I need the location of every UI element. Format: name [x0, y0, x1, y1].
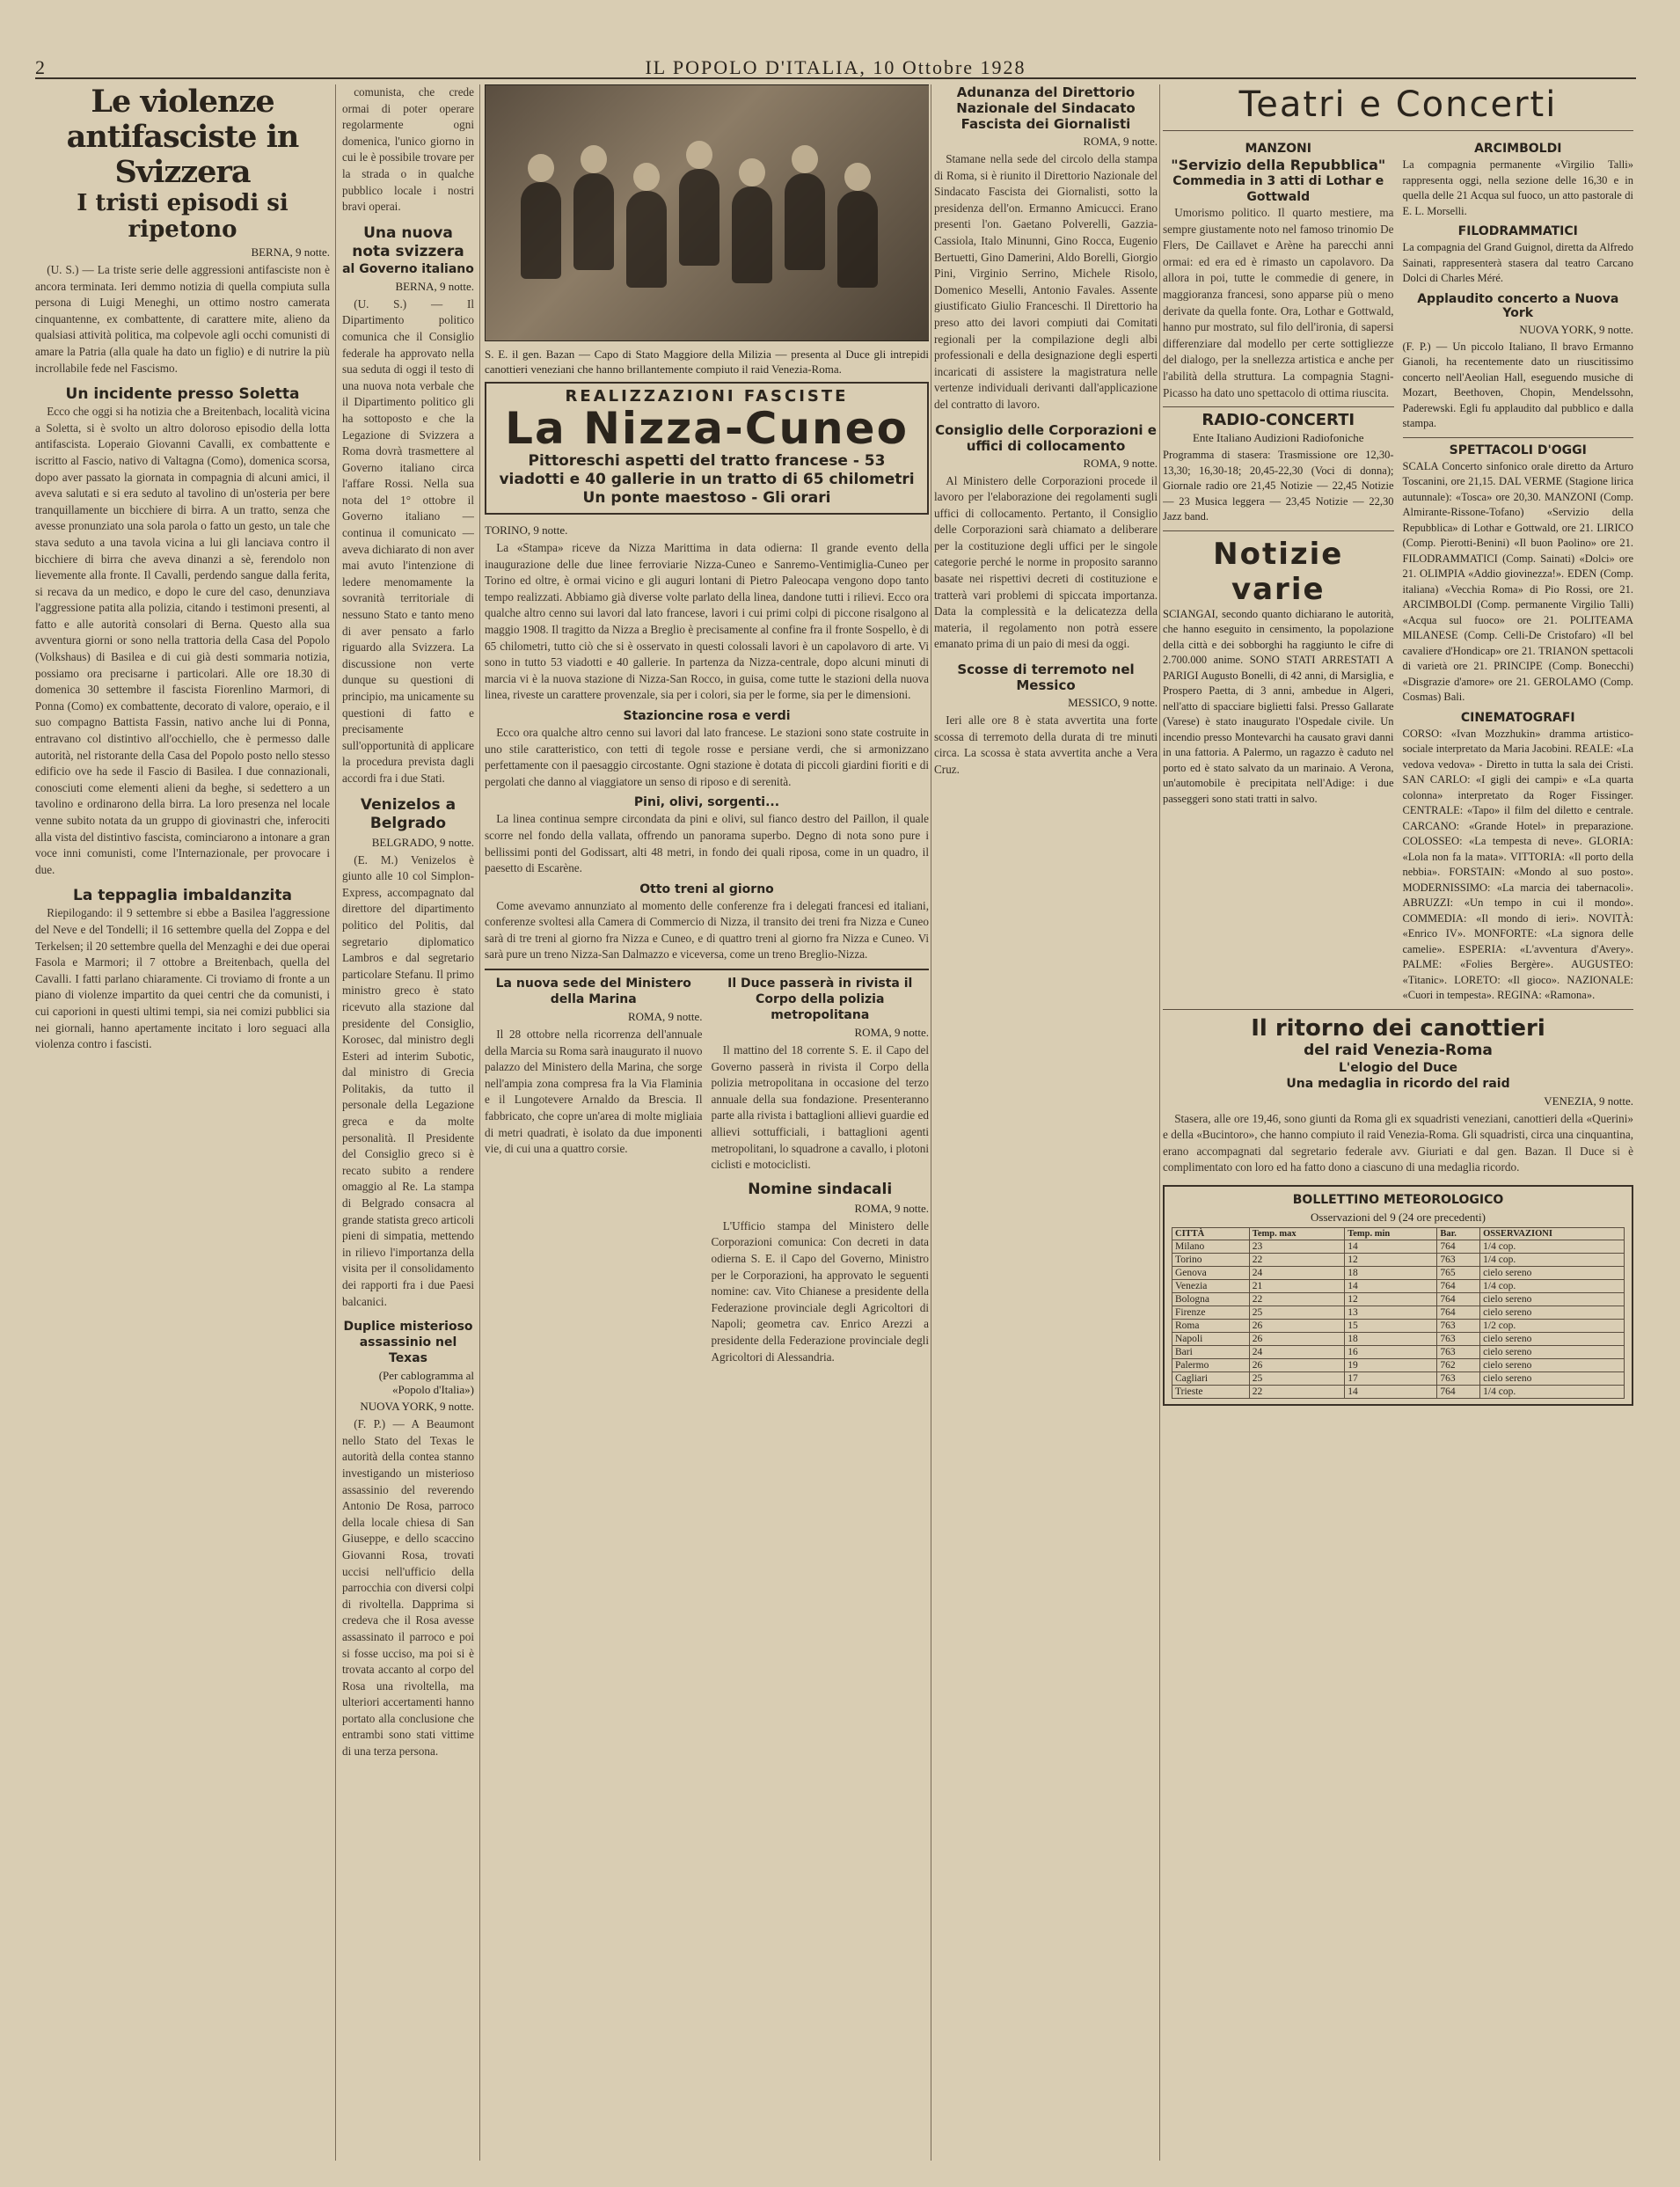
- weather-cell: cielo sereno: [1480, 1345, 1625, 1358]
- weather-row: [1172, 1319, 1625, 1332]
- listing: (F. P.) — Un piccolo Italiano, Il bravo Ermanno Gianoli, ha recentemente dato un riuscitissimo concerto nell'Aeolian Hall, eseguendo musiche di Mozart, Beethoven, Chopin, Mendelssohn, Paderewski. Egli fu applaudito dal pubblico e dalla stampa.: [1402, 340, 1633, 429]
- section-heading: Applaudito concerto a Nuova York: [1417, 291, 1619, 320]
- article-soletta: [35, 385, 330, 878]
- weather-cell: 26: [1249, 1332, 1344, 1345]
- article-terremoto: [934, 662, 1158, 778]
- weather-cell: 14: [1345, 1240, 1437, 1253]
- subheadline: L'elogio del Duce: [1338, 1060, 1457, 1075]
- weather-row: [1172, 1240, 1625, 1253]
- headline: La teppaglia imbaldanzita: [73, 887, 292, 905]
- weather-cell: 25: [1249, 1371, 1344, 1385]
- subheading: Pini, olivi, sorgenti...: [633, 795, 780, 810]
- weather-cell: 24: [1249, 1345, 1344, 1358]
- weather-title: BOLLETTINO METEOROLOGICO: [1292, 1192, 1504, 1207]
- weather-cell: 18: [1345, 1266, 1437, 1279]
- article-body: La «Stampa» riceve da Nizza Marittima in data odierna: Il grande evento della inaugurazione delle due linee ferroviarie Nizza-Cuneo e Sanremo-Ventimiglia-Cuneo per Torino ed oltre, è ormai vicino e gli auguri lontani di Pietro Paleocapa vengono dopo tanto tempo realizzati. Abbiamo già diverse volte parlato della linea, dandone tutti i rilievi. Ecco ora qualche altro cenno sui lavori dal lato francese, lavori i cui primi colpi di piccone risalgono al maggio 1908. Il tragitto da Nizza a Breglio è precisamente al confine fra il fronte Sospello, è di 65 chilometri, tutto ciò che si è osservato in questi colossali lavori è un capolavoro di arte. Vi sono in tutto 53 viadotti e 40 gallerie. In partenza da Nizza-centrale, dopo alcuni minuti di marcia vi è la nuova stazione di Nizza-San Rocco, in guisa, come tutte le stazioni della nuova linea, riveste un carattere provenzale, sia per i colori, sia per le forme, sia per le dimensioni.: [485, 541, 929, 702]
- article-continuation: [342, 84, 474, 216]
- weather-cell: Roma: [1172, 1319, 1250, 1332]
- headline: Il ritorno dei canottieri: [1251, 1014, 1545, 1042]
- weather-cell: 1/4 cop.: [1480, 1240, 1625, 1253]
- article-nota-svizzera: [342, 224, 474, 787]
- headline: La Nizza-Cuneo: [505, 403, 909, 454]
- article-texas: [342, 1319, 474, 1759]
- weather-cell: 765: [1437, 1266, 1480, 1279]
- headline: Una nuova nota svizzera: [352, 223, 464, 260]
- weather-cell: Genova: [1172, 1266, 1250, 1279]
- review-body: Umorismo politico. Il quarto mestiere, ma sempre giustamente noto nel famoso trinomio De Flers, De Caillavet e Arène ha parecchi anni ormai: ed era ed è rimasto un capolavoro. Da allora in poi, tutte le commedie di genere, in maggioranza francesi, sono apparse più o meno derivate da quella fonte. Ora, Lothar e Gottwald, hanno pur mostrato, sul filo dell'ironia, di sapersi differenziare dal modello per certe sottigliezze del dialogo, per la snellezza artistica e anche per l'abilità della struttura. La compagnia Stagni-Picasso ha dato uno spettacolo di ottima riuscita.: [1163, 206, 1394, 399]
- subheadline: I tristi episodi si ripetono: [77, 190, 289, 243]
- weather-cell: Napoli: [1172, 1332, 1250, 1345]
- dateline: BELGRADO, 9 notte.: [371, 835, 474, 849]
- weather-row: [1172, 1292, 1625, 1306]
- weather-column-header: CITTÀ: [1172, 1227, 1250, 1240]
- weather-cell: 21: [1249, 1279, 1344, 1292]
- theatre-listings: [1403, 136, 1634, 1004]
- weather-row: [1172, 1332, 1625, 1345]
- weather-cell: 26: [1249, 1358, 1344, 1371]
- weather-cell: cielo sereno: [1480, 1292, 1625, 1306]
- weather-row: [1172, 1385, 1625, 1398]
- deck: Pittoreschi aspetti del tratto francese - 53 viadotti e 40 gallerie in un tratto di 65 chilometri: [499, 452, 915, 488]
- weather-cell: 763: [1437, 1319, 1480, 1332]
- article-venizelos: [342, 796, 474, 1311]
- weather-cell: Firenze: [1172, 1306, 1250, 1319]
- headline: Nomine sindacali: [748, 1180, 893, 1198]
- listing: CORSO: «Ivan Mozzhukin» dramma artistico-sociale interpretato da Maria Jacobini. REALE: «La vedova vedova» - Diretto in tutta la sala dei Cristi. SAN CARLO: «I gigli dei campi» e «La quarta colonna» interpretato da Roger Fissinger. CENTRALE: «Tapo» il film del diletto e centrale. CARCANO: «Grande Hotel» in preparazione. COLOSSEO: «La tempesta di neve». GLORIA: «Lola non fa la mata». VITTORIA: «Il porto della nebbia». FORSTAIN: «Mondo al suo posto». MODERNISSIMO: «La marcia dei tabernacoli». ABRUZZI: «Un tempo in cui il mondo». COMMEDIA: «Il mondo di ieri». NOVITÀ: «Enrico IV». MONFORTE: «La signora delle camelie». ESPERIA: «L'avventura d'Avery». PALME: «Folies Bergère». AUGUSTEO: «Titanic». LORETO: «Il gioco». NAZIONALE: «Cuori in tempesta». REGINA: «Ramona».: [1402, 727, 1633, 1001]
- dateline: BERNA, 9 notte.: [251, 245, 330, 259]
- deck-2: Un ponte maestoso - Gli orari: [582, 489, 831, 507]
- weather-cell: cielo sereno: [1480, 1371, 1625, 1385]
- weather-cell: cielo sereno: [1480, 1332, 1625, 1345]
- article-canottieri: [1163, 1015, 1633, 1176]
- headline: Un incidente presso Soletta: [65, 385, 300, 404]
- weather-cell: cielo sereno: [1480, 1266, 1625, 1279]
- column-5: [1163, 84, 1633, 2161]
- play-title: "Servizio della Repubblica": [1171, 157, 1386, 173]
- kicker: REALIZZAZIONI FASCISTE: [565, 387, 849, 406]
- weather-cell: Palermo: [1172, 1358, 1250, 1371]
- weather-cell: 23: [1249, 1240, 1344, 1253]
- article-body: Stamane nella sede del circolo della stampa di Roma, si è riunito il Direttorio Nazionale del Sindacato Fascista dei Giornalisti, sotto la presidenza dell'on. Ermanno Amicucci. Erano presenti l'on. Gaetano Polverelli, Gazzia-Cassiola, Italo Minunni, Gino Rocca, Eugenio Bertuetti, Gino Damerini, Aldo Borelli, Giorgio Pini, Virginio Serrino, Michele Risolo, Domenico Meselli, Antonio Favales. Assente giustificato Giulio Franceschi. Il Direttorio ha preso atto dei lavori compiuti dai Comitati regionali per la compilazione degli albi professionali e della designazione degli esperti incaricati di assistere la magistratura nelle vertenze individuali derivanti dall'applicazione del contratto di lavoro.: [934, 152, 1158, 411]
- article-direttorio: [934, 84, 1158, 413]
- article-body: Come avevamo annunziato al momento delle conferenze fra i delegati francesi ed italiani, conferenze svoltesi alla Camera di Commercio di Nizza, il transito dei treni fra Nizza e Cuneo sarà di tre treni al giorno fra Nizza e Cuneo, e di quattro treni al giorno fra Nizza e Cuneo. Vi sarà pure un treno Nizza-San Dalmazzo e viceversa, come un treno Breglio-Nizza.: [485, 898, 929, 962]
- article-violenze: [35, 84, 330, 377]
- weather-column-header: Bar.: [1437, 1227, 1480, 1240]
- weather-column-header: OSSERVAZIONI: [1480, 1227, 1625, 1240]
- article-body: Ecco che oggi si ha notizia che a Breitenbach, località vicina a Soletta, si è svolto un altro doloroso episodio della lotta antifascista. Loperaio Giovanni Cavalli, ex combattente e iscritto al Fascio, nativo di Valtagna (Como), domenica scorsa, dopo aver passato la giornata in compagnia di alcuni amici, il aveva salutati e si era seduto al tavolino di un'osteria per bere tranquillamente un bicchiere di birra. A un tratto, senza che avesse pronunziato una sola parola o fatto un gesto, un tale che stava seduto a una tavola vicina a lui gli lanciava contro il bicchiere di birra che aveva dinanzi a sè, ferendolo non lievemente alla fronte. Il Cavalli, perdendo sangue dalla ferita, si recava da un medico, e dopo le cure del caso, denunziava l'aggressione patita alla polizia, citando i testimoni presenti, al fatto e alle autorità consolari di Berna. Questo alla sua avventura giorni or sono nella trattoria della Casa del Popolo (Volkshaus) di Basilea e di cui già desti sommaria notizia, possiamo ora precisarne i particolari. Alle ore 18.30 di domenica 30 settembre il fascista Fiorenlino Marmori, di Ponna (Como) ex combattente, decorato di valore, operaio, e il suo compagno Battista Fassin, nativo anche lui di Ponna, entravano col distintivo all'occhiello, che è permesso dalle autorità, nel ristorante della Casa del Popolo posto nello stesso edificio ove ha sede il Fascio di Basilea. I due connazionali, conosciuti come elementi alieni da beghe, si sedettero a un tavolino e ordinarono della birra. La loro presenza nel locale venne subito notata da un gruppo di giovinastri che, inferociti alla vista del distintivo fascista, cominciarono a intonare a gran voce inni comunisti, come l'Internazionale, per provocare i due.: [35, 405, 330, 876]
- weather-cell: 16: [1345, 1345, 1437, 1358]
- weather-cell: 14: [1345, 1385, 1437, 1398]
- weather-cell: 764: [1437, 1279, 1480, 1292]
- dateline: ROMA, 9 notte.: [1083, 456, 1158, 470]
- page-number: 2: [35, 56, 45, 78]
- news-listing: SCIANGAI, secondo quanto dichiarano le autorità, che hanno eseguito in censimento, la popolazione della città e dei sobborghi ha raggiunto le cifre di 2.700.000 anime. SONO STATI ARRESTATI A PARIGI Augusto Bonelli, di 42 anni, di Marsiglia, e Prospero Paetta, di 3 anni, ambedue in Algeri, nell'atto di spacciare biglietti falsi. Presso Gallarate (Varese) è stato inaugurato l'Ospedale civile. Un incendio presso Montevarchi ha causato gravi danni in una fattoria. A Palermo, un ragazzo è caduto nel porto ed è stato salvato da un marinaio. A Verona, un'automobile è precipitata nell'Adige: i due passeggeri sono stati tratti in salvo.: [1163, 607, 1394, 805]
- theatre-name: MANZONI: [1245, 142, 1311, 156]
- weather-bulletin: [1163, 1185, 1633, 1406]
- subheadline: al Governo italiano: [342, 261, 474, 276]
- masthead-title: IL POPOLO D'ITALIA, 10 Ottobre 1928: [645, 56, 1026, 78]
- article-body: comunista, che crede ormai di poter operare regolarmente ogni domenica, l'unico giorno in cui le è possibile trovare per la strada o in qualche pubblico locale i nostri bravi operai.: [342, 85, 474, 214]
- article-body: Il 28 ottobre nella ricorrenza dell'annuale della Marcia su Roma sarà inaugurato il nuovo palazzo del Ministero della Marina, che sorge nell'ampia zona compresa fra la Via Flaminia e il Lungotevere Arnaldo da Brescia. Il fabbricato, che copre un'area di molte migliaia di metri quadrati, è isolato da due imponenti vie, di cui una a quattro corsie.: [485, 1028, 703, 1156]
- weather-cell: 12: [1345, 1253, 1437, 1266]
- article-body: (U. S.) — Il Dipartimento politico comunica che il Consiglio federale ha approvato nella sua seduta di oggi il testo di una nuova nota verbale che il Dipartimento politico gli ha sottoposto e che la Legazione di Svizzera a Roma dovrà trasmettere al Governo italiano circa l'affare Rossi. Nella sua nota del 1° ottobre il Governo italiano — continua il comunicato — aveva dichiarato di non aver mai avuto l'intenzione di ledere menomamente la sovranità territoriale di nessuno Stato e tanto meno di aver pensato a farlo riguardo alla Svizzera. La discussione non verte dunque su questioni di principio, ma unicamente su questioni di fatto e precisamente sull'opportunità di applicare la procedura prevista dagli accordi fra i due Stati.: [342, 296, 474, 785]
- photo-caption: S. E. il gen. Bazan — Capo di Stato Maggiore della Milizia — presenta al Duce gli intrepidi canottieri veneziani che hanno brillantemente compiuto il raid Venezia-Roma.: [485, 347, 929, 376]
- dateline: NUOVA YORK, 9 notte.: [1519, 322, 1633, 336]
- weather-cell: 12: [1345, 1292, 1437, 1306]
- article-body: Ieri alle ore 8 è stata avvertita una forte scossa di terremoto della durata di tre minuti circa. La scossa è stata avvertita anche a Vera Cruz.: [934, 713, 1158, 776]
- weather-cell: 1/2 cop.: [1480, 1319, 1625, 1332]
- weather-cell: Trieste: [1172, 1385, 1250, 1398]
- weather-cell: 1/4 cop.: [1480, 1253, 1625, 1266]
- weather-cell: 13: [1345, 1306, 1437, 1319]
- theatre-reviews: [1163, 136, 1394, 1004]
- dateline: MESSICO, 9 notte.: [1068, 696, 1158, 710]
- weather-cell: 763: [1437, 1345, 1480, 1358]
- listing: La compagnia permanente «Virgilio Talli» rappresenta oggi, nella sezione delle 16,30 e in quella delle 21 Acqua sul fuoco, un atto pastorale di E. L. Morselli.: [1402, 158, 1633, 217]
- dateline: VENEZIA, 9 notte.: [1544, 1094, 1633, 1108]
- radio-listing: Programma di stasera: Trasmissione ore 12,30-13,30; 16,30-18; 20,45-22,30 (Voci di donna); Giornale radio ore 21,45 Notizie — 22,45 Notizie — 23 Musica leggera — 23,45 Notizie — 22,30 Jazz band.: [1163, 449, 1394, 523]
- weather-cell: 763: [1437, 1253, 1480, 1266]
- article-body: (U. S.) — La triste serie delle aggressioni antifasciste non è ancora terminata. Ieri demmo notizia di quella compiuta sulla persona di Luigi Meneghi, un ottimo nostro camerata cinquantenne, ex combattente, di carattere mite, alieno da qualsiasi attività politica, ma colpevole agli occhi comunisti di amare la Patria (alla quale ha dato un figlio) e di nutrire la più incrollabile fede nel Fascismo.: [35, 263, 330, 375]
- news-photo: [485, 84, 929, 341]
- section-heading: ARCIMBOLDI: [1474, 142, 1562, 156]
- weather-cell: 762: [1437, 1358, 1480, 1371]
- weather-row: [1172, 1279, 1625, 1292]
- article-body: Stasera, alle ore 19,46, sono giunti da Roma gli ex squadristi veneziani, canottieri della «Querini» e della «Bucintoro», che hanno compiuto il raid Venezia-Roma. Gli squadristi, circa una cinquantina, erano accompagnati dal segretario federale avv. Giuriati e dal gen. Bazan. Il Duce si è complimentato con loro ed ha fatto dono a ciascuno di una medaglia ricordo.: [1163, 1111, 1633, 1174]
- subheadline: Una medaglia in ricordo del raid: [1286, 1076, 1510, 1091]
- article-body: Al Ministero delle Corporazioni procede il lavoro per l'elaborazione dei regolamenti sugli uffici di collocamento. Pertanto, il Consiglio delle Corporazioni sarà chiamato a deliberare per la costituzione degli uffici per le singole categorie perché le norme in proposito saranno basate nei rispettivi decreti di costituzione e tratterà vari problemi di spiccata importanza. Data la complessità e la delicatezza della materia, il regolamento non potrà essere emanato prima di un paio di mesi da oggi.: [934, 473, 1158, 651]
- weather-cell: cielo sereno: [1480, 1306, 1625, 1319]
- headline: Venizelos a Belgrado: [360, 795, 457, 832]
- column-4: [934, 84, 1158, 2161]
- weather-row: [1172, 1306, 1625, 1319]
- weather-cell: 764: [1437, 1240, 1480, 1253]
- section-title: Teatri e Concerti: [1238, 84, 1558, 125]
- headline: Consiglio delle Corporazioni e uffici di collocamento: [935, 421, 1157, 454]
- weather-subtitle: Osservazioni del 9 (24 ore precedenti): [1311, 1210, 1486, 1224]
- weather-cell: 17: [1345, 1371, 1437, 1385]
- lower-articles: [485, 976, 929, 1365]
- headline: Duplice misterioso assassinio nel Texas: [343, 1320, 473, 1366]
- column-separator: [1159, 84, 1160, 2161]
- column-2: [342, 84, 474, 2161]
- headline: Scosse di terremoto nel Messico: [957, 662, 1135, 694]
- dateline: ROMA, 9 notte.: [854, 1026, 929, 1040]
- weather-column-header: Temp. max: [1249, 1227, 1344, 1240]
- column-1: [35, 84, 330, 2161]
- weather-cell: 1/4 cop.: [1480, 1279, 1625, 1292]
- article-marina: [485, 976, 703, 1365]
- article-body: Riepilogando: il 9 settembre si ebbe a Basilea l'aggressione del Neve e del Tondelli; il 16 settembre quella del Zoppa e del Terkelsen; il 20 settembre quella del Menzaghi e dei due operai Fasola e Marmori; il 7 ottobre a Breitenbach, quella del Cavalli. I fatti parlano chiaramente. Ci troviamo di fronte a un piano di violenze impartito da quei centri che da comunisti, i cui caporioni in questi ultimi tempi, sia nei comizi pubblici sia nei giornali, hanno apertamente incitato i loro seguaci alla violenza contro i fascisti.: [35, 906, 330, 1051]
- section-heading: RADIO-CONCERTI: [1202, 411, 1355, 430]
- headline: Il Duce passerà in rivista il Corpo della polizia metropolitana: [727, 976, 913, 1023]
- section-heading: Notizie varie: [1213, 536, 1344, 607]
- article-polizia: [712, 976, 930, 1365]
- headline: Le violenze antifasciste in Svizzera: [66, 84, 299, 190]
- masthead: [35, 56, 1636, 79]
- weather-cell: 22: [1249, 1253, 1344, 1266]
- weather-cell: 26: [1249, 1319, 1344, 1332]
- weather-row: [1172, 1253, 1625, 1266]
- weather-cell: Bari: [1172, 1345, 1250, 1358]
- subheading: Ente Italiano Audizioni Radiofoniche: [1192, 431, 1364, 445]
- column-separator: [335, 84, 336, 2161]
- dateline: BERNA, 9 notte.: [395, 279, 474, 293]
- subheading: Stazioncine rosa e verdi: [623, 708, 791, 723]
- weather-cell: Bologna: [1172, 1292, 1250, 1306]
- headline: La nuova sede del Ministero della Marina: [495, 976, 691, 1007]
- weather-cell: 24: [1249, 1266, 1344, 1279]
- weather-cell: 1/4 cop.: [1480, 1385, 1625, 1398]
- weather-column-header: Temp. min: [1345, 1227, 1437, 1240]
- weather-cell: 764: [1437, 1306, 1480, 1319]
- weather-cell: 15: [1345, 1319, 1437, 1332]
- dateline: ROMA, 9 notte.: [854, 1201, 929, 1215]
- weather-cell: 764: [1437, 1292, 1480, 1306]
- article-body: (E. M.) Venizelos è giunto alle 10 col Simplon-Express, accompagnato dal direttore del dipartimento politico del Politis, dal segretario diplomatico Lambros e dal segretario particolare Stefanu. Il primo ministro greco è stato ricevuto alla stazione dal presidente del Consiglio, Korosec, dal ministro degli Esteri ad interim Subotic, dal ministro di Grecia Politakis, da tutto il personale della Legazione greca e da molte personalità. Il Presidente del Consiglio greco si è recato subito a rendere omaggio al Re. La stampa di Belgrado consacra al grande statista greco articoli pieni di simpatia, mettendo in rilievo l'importanza della visita per il consolidamento dei rapporti fra i due Paesi balcanici.: [342, 852, 474, 1308]
- subheadline: del raid Venezia-Roma: [1304, 1041, 1493, 1059]
- weather-row: [1172, 1266, 1625, 1279]
- section-heading: SPETTACOLI D'OGGI: [1449, 443, 1587, 457]
- weather-cell: Cagliari: [1172, 1371, 1250, 1385]
- article-teppaglia: [35, 887, 330, 1052]
- headline: Adunanza del Direttorio Nazionale del Sindacato Fascista dei Giornalisti: [956, 84, 1136, 132]
- source-note: (Per cablogramma al «Popolo d'Italia»): [378, 1369, 474, 1397]
- weather-row: [1172, 1345, 1625, 1358]
- dateline: ROMA, 9 notte.: [628, 1010, 703, 1024]
- weather-row: [1172, 1371, 1625, 1385]
- dateline: TORINO, 9 notte.: [485, 523, 568, 537]
- weather-cell: 763: [1437, 1371, 1480, 1385]
- weather-cell: 14: [1345, 1279, 1437, 1292]
- weather-cell: Venezia: [1172, 1279, 1250, 1292]
- listing: SCALA Concerto sinfonico orale diretto da Arturo Toscanini, ore 21,15. DAL VERME (Stagione lirica autunnale): «Tosca» ore 20,30. MANZONI (Comp. Almirante-Rissone-Tofano) «Servizio della Repubblica» di Lothar e Gottwald, ore 21. LIRICO (Comp. Pierotti-Benini) «Il buon Paolino» ore 21. FILODRAMMATICI (Comp. Sainati) «Dolci» ore 21. OLIMPIA «Addio giovinezza!». EDEN (Comp. italiana) «Vecchia Roma» di Pio Rossi, ore 21. ARCIMBOLDI (Comp. permanente Virgilio Talli) «Acqua sul fuoco» ore 21. POLITEAMA MILANESE (Comp. Celli-De Cristofaro) «Il bel cavaliere d'Hondicap» ore 21. TRIANON spettacoli di varietà ore 21. PRINCIPE (Comp. Bonecchi) «Disgrazie d'amore» ore 21. GEROLAMO (Comp. Cosmas) Bali.: [1402, 459, 1633, 703]
- dateline: NUOVA YORK, 9 notte.: [360, 1400, 474, 1414]
- weather-cell: 22: [1249, 1385, 1344, 1398]
- subheading: Otto treni al giorno: [639, 881, 774, 896]
- section-heading: FILODRAMMATICI: [1457, 224, 1578, 238]
- weather-cell: 764: [1437, 1385, 1480, 1398]
- weather-cell: 19: [1345, 1358, 1437, 1371]
- dateline: ROMA, 9 notte.: [1083, 135, 1158, 148]
- weather-cell: cielo sereno: [1480, 1358, 1625, 1371]
- weather-cell: Milano: [1172, 1240, 1250, 1253]
- weather-row: [1172, 1358, 1625, 1371]
- section-heading: CINEMATOGRAFI: [1460, 710, 1575, 725]
- listing: La compagnia del Grand Guignol, diretta da Alfredo Sainati, rappresenterà stasera dal teatro Carcano Dolci di Charles Méré.: [1402, 241, 1633, 284]
- article-nizza-cuneo: [485, 382, 929, 515]
- weather-cell: Torino: [1172, 1253, 1250, 1266]
- weather-table: [1172, 1227, 1625, 1399]
- article-body: La linea continua sempre circondata da pini e olivi, sul fianco destro del Paillon, il quale scorre nel fondo della vallata, offrendo un panorama superbo. Degno di nota sono pure i bellissimi ponti del Godissart, alti 48 metri, in fondo dei quali riposa, come in un quadro, il paesetto di Escarène.: [485, 812, 929, 875]
- weather-cell: 763: [1437, 1332, 1480, 1345]
- weather-cell: 18: [1345, 1332, 1437, 1345]
- weather-cell: 22: [1249, 1292, 1344, 1306]
- article-corporazioni: [934, 422, 1158, 654]
- weather-cell: 25: [1249, 1306, 1344, 1319]
- article-body: Il mattino del 18 corrente S. E. il Capo del Governo passerà in rivista il Corpo della polizia metropolitana in occasione del terzo annuale della sua fondazione. Presenteranno parte alla rivista i battaglioni allievi guardie ed allievi sottufficiali, i battaglioni agenti metropolitani, lo squadrone a cavallo, i plotoni ciclisti e motociclisti.: [711, 1043, 929, 1172]
- play-subtitle: Commedia in 3 atti di Lothar e Gottwald: [1172, 174, 1384, 204]
- article-body: (F. P.) — A Beaumont nello Stato del Texas le autorità della contea stanno investigando un misterioso assassinio del reverendo Antonio De Rosa, parroco della locale chiesa di San Giuseppe, e dello scaccino Giovanni Rosa, trovati uccisi nell'ufficio della parrocchia con diversi colpi di rivoltella. Dapprima si credeva che il Rosa avesse assassinato il parroco e poi si fosse ucciso, ma poi si è trovata accanto al corpo del Rosa una rivoltella, ma ulteriori accertamenti hanno portato alla conclusione che entrambi sono stati vittime di una terza persona.: [342, 1417, 474, 1759]
- article-body: Ecco ora qualche altro cenno sui lavori dal lato francese. Le stazioni sono state costruite in uno stile caratteristico, con tetti di tegole rosse e persiane verdi, che si armonizzano perfettamente con il paesaggio circostante. Ogni stazione è dotata di piccoli giardini fioriti e di pergolati che danno al viaggiatore un senso di riposo e di serenità.: [485, 725, 929, 788]
- article-body: L'Ufficio stampa del Ministero delle Corporazioni comunica: Con decreti in data odierna S. E. il Capo del Governo, Ministro per le Corporazioni, ha approvato le seguenti nomine: cav. Vito Chianese a presidente della Federazione provinciale degli Agricoltori di Napoli; geometra cav. Enrico Arezzi a presidente della Federazione provinciale degli Agricoltori di Alessandria.: [711, 1218, 929, 1364]
- column-3: [485, 84, 929, 2161]
- column-separator: [479, 84, 480, 2161]
